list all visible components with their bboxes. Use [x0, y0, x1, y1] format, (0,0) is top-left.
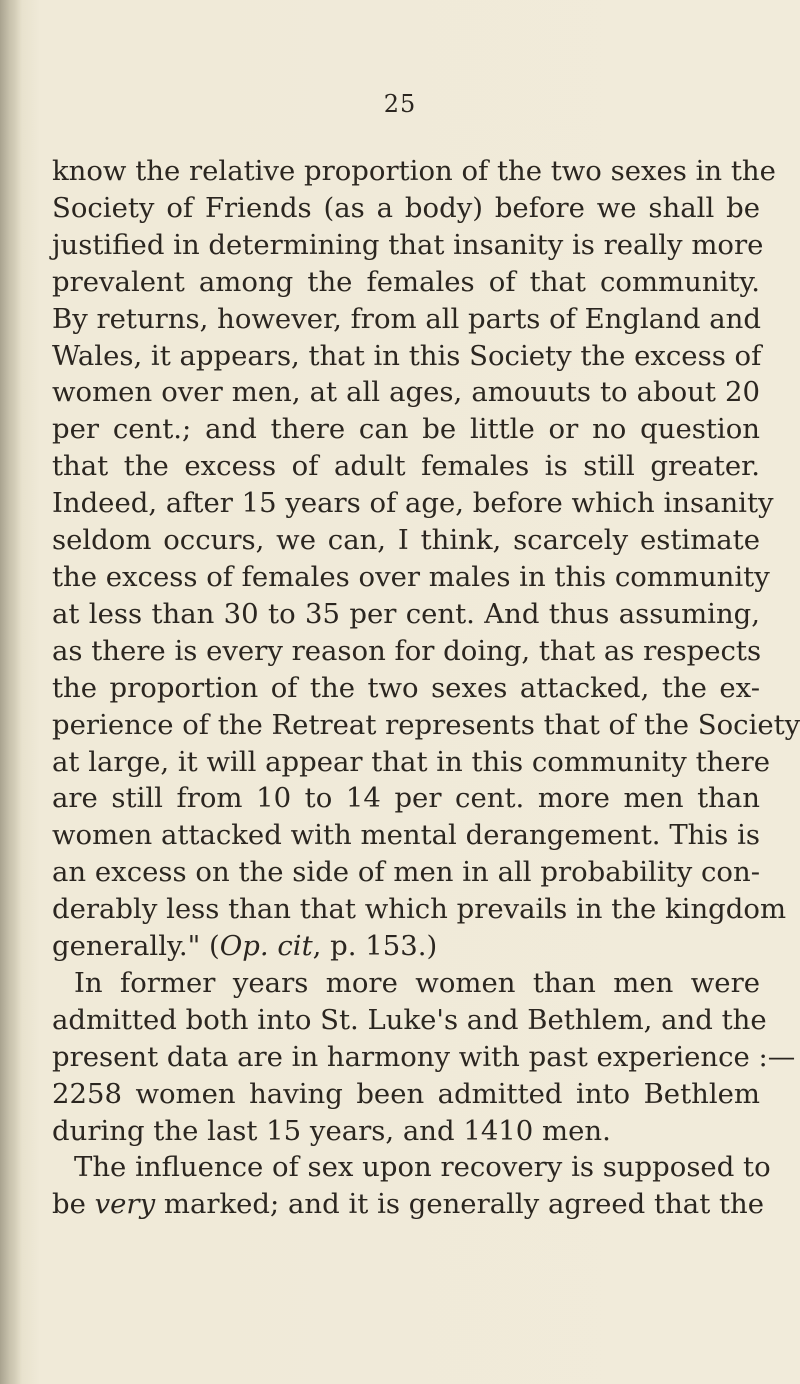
text-segment: Wales, it appears, that in this Society the excess of	[52, 339, 762, 372]
text-segment: Society of Friends (as a body) before we shall be	[52, 191, 760, 224]
text-segment: prevalent among the females of that community.	[52, 265, 760, 298]
italic-text: very	[94, 1188, 156, 1221]
text-line	[52, 559, 770, 596]
text-segment: admitted both into St. Luke's and Bethlem, and the	[52, 1003, 767, 1036]
text-segment: generally." (	[52, 930, 220, 963]
text-segment: seldom occurs, we can, I think, scarcely estimate	[52, 524, 760, 557]
text-line	[52, 707, 800, 744]
text-line	[52, 744, 771, 781]
text-line	[52, 264, 760, 301]
text-segment: at large, it will appear that in this community there	[52, 745, 771, 778]
text-line	[52, 1039, 796, 1076]
text-line	[52, 633, 760, 670]
text-line	[52, 780, 760, 817]
text-line	[52, 448, 760, 485]
text-segment: per cent.; and there can be little or no question	[52, 413, 760, 446]
text-line	[52, 374, 760, 411]
text-segment: be	[52, 1188, 95, 1221]
text-segment: perience of the Retreat represents that of the Society	[52, 708, 800, 741]
text-line	[52, 1149, 771, 1186]
text-segment: present data are in harmony with past experience :—	[52, 1040, 796, 1073]
text-line	[52, 817, 760, 854]
text-line	[52, 1076, 760, 1113]
text-line	[52, 854, 760, 891]
text-line	[52, 928, 760, 965]
text-segment: 2258 women having been admitted into Bethlem	[52, 1077, 760, 1110]
text-segment: By returns, however, from all parts of England and	[52, 302, 761, 335]
italic-text: Op. cit	[219, 930, 313, 963]
text-line	[52, 1113, 760, 1150]
text-segment: justified in determining that insanity is really more	[52, 228, 764, 261]
text-line	[52, 411, 760, 448]
text-line	[52, 153, 776, 190]
text-segment: The influence of sex upon recovery is supposed to	[74, 1151, 771, 1184]
text-segment: derably less than that which prevails in the kingdom	[52, 893, 787, 926]
text-line	[52, 301, 760, 338]
text-segment: an excess on the side of men in all probability con-	[52, 856, 760, 889]
text-segment: Indeed, after 15 years of age, before which insanity	[52, 487, 774, 520]
text-line	[52, 522, 760, 559]
binding-shadow	[0, 0, 22, 1384]
text-segment: the proportion of the two sexes attacked, the ex-	[52, 671, 760, 704]
text-line	[52, 190, 760, 227]
text-segment: marked; and it is generally agreed that the	[155, 1188, 765, 1221]
text-line	[52, 965, 760, 1002]
text-segment: the excess of females over males in this community	[52, 560, 770, 593]
text-line	[52, 485, 774, 522]
text-segment: In former years more women than men were	[74, 966, 760, 999]
page-number: 25	[383, 90, 417, 118]
text-segment: are still from 10 to 14 per cent. more men than	[52, 782, 760, 815]
text-line	[52, 1002, 767, 1039]
text-segment: know the relative proportion of the two sexes in the	[52, 155, 776, 187]
text-line	[52, 227, 764, 264]
text-line	[52, 1186, 765, 1223]
text-segment: as there is every reason for doing, that as respects	[52, 634, 762, 667]
text-segment: that the excess of adult females is still greater.	[52, 450, 760, 483]
text-segment: women over men, at all ages, amouuts to about 20	[52, 376, 760, 409]
text-segment: at less than 30 to 35 per cent. And thus assuming,	[52, 597, 760, 630]
text-segment: women attacked with mental derangement. This is	[52, 819, 760, 852]
text-segment: , p. 153.)	[312, 930, 438, 963]
text-line	[52, 670, 760, 707]
text-line	[52, 338, 760, 375]
text-line	[52, 891, 787, 928]
text-segment: during the last 15 years, and 1410 men.	[52, 1114, 611, 1147]
body-text	[52, 153, 800, 1223]
text-line	[52, 596, 760, 633]
